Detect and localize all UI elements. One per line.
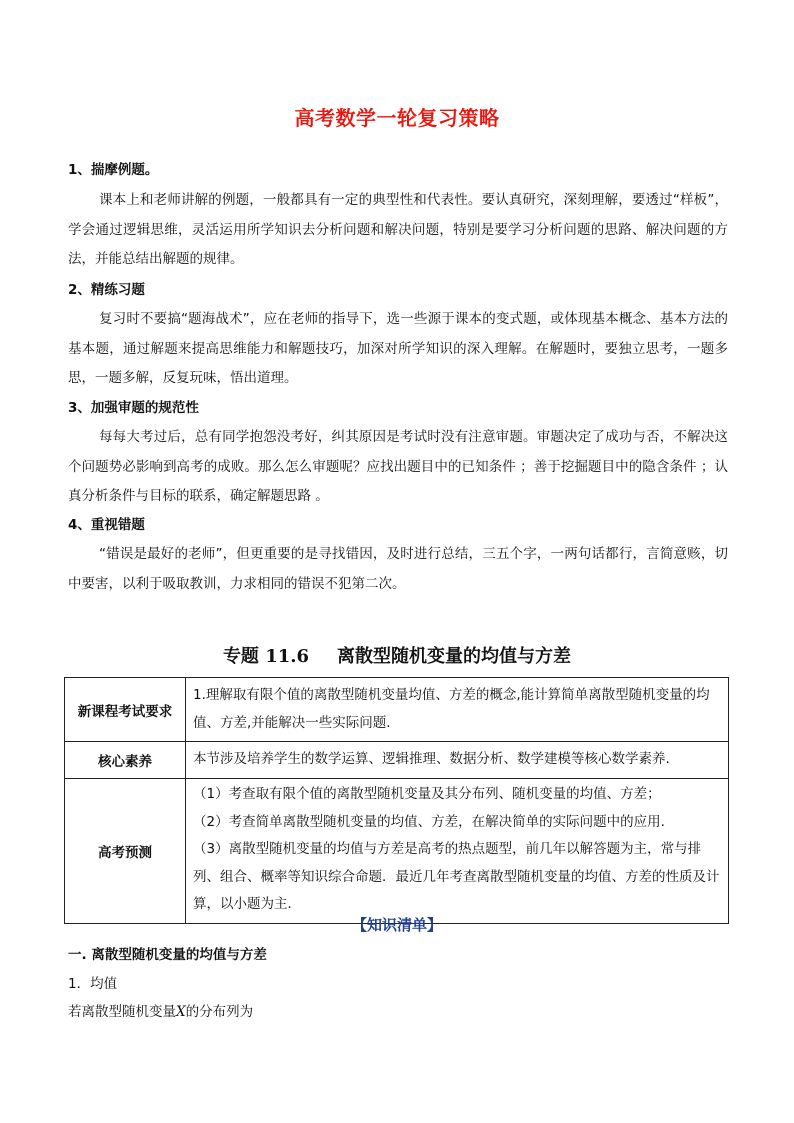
row-content: 1.理解取有限个值的离散型随机变量均值、方差的概念,能计算简单离散型随机变量的均值、方差,并能解决一些实际问题. — [186, 678, 729, 742]
topic-title — [0, 644, 794, 670]
section-4-paragraph: “错误是最好的老师”，但更重要的是寻找错因，及时进行总结，三五个字，一两句话都行，言简意赅，切中要害，以利于吸取教训，力求相同的错误不犯第二次。 — [68, 546, 728, 592]
knowledge-item: 1．均值 — [68, 976, 118, 992]
section-3-paragraph: 每每大考过后，总有同学抱怨没考好，纠其原因是考试时没有注意审题。审题决定了成功与否，不解决这个问题势必影响到高考的成败。那么怎么审题呢？应找出题目中的已知条件 ；善于挖掘题目中的隐含条件 ；认真分析条件与目标的联系，确定解题思路 。 — [68, 429, 728, 504]
row-label: 高考预测 — [65, 779, 186, 924]
topic-number: 专题 11.6 — [222, 646, 310, 667]
knowledge-heading: 一. 离散型随机变量的均值与方差 — [68, 947, 267, 963]
topic-name: 离散型随机变量的均值与方差 — [337, 646, 572, 667]
knowledge-sentence — [68, 1002, 253, 1022]
sentence-end: 的分布列为 — [185, 1004, 254, 1020]
prediction-item: （3）离散型随机变量的均值与方差是高考的热点题型，前几年以解答题为主，常与排列、组合、概率等知识综合命题．最近几年考查离散型随机变量的均值、方差的性质及计算，以小题为主． — [193, 841, 720, 912]
variable-x: X — [176, 1004, 186, 1020]
section-1-heading: 1、揣摩例题。 — [68, 162, 159, 178]
page-title: 高考数学一轮复习策略 — [294, 106, 500, 130]
row-content: 本节涉及培养学生的数学运算、逻辑推理、数据分析、数学建模等核心数学素养. — [186, 742, 729, 779]
table-row — [65, 742, 729, 779]
prediction-item: （1）考查取有限个值的离散型随机变量及其分布列、随机变量的均值、方差； — [193, 786, 661, 802]
row-label: 新课程考试要求 — [65, 678, 186, 742]
table-row — [65, 779, 729, 924]
table-row — [65, 678, 729, 742]
requirements-table — [64, 677, 729, 924]
section-4-heading: 4、重视错题 — [68, 517, 145, 533]
sentence-start: 若离散型随机变量 — [68, 1004, 176, 1020]
section-2-heading: 2、精练习题 — [68, 282, 145, 298]
row-content — [186, 779, 729, 924]
section-2-paragraph: 复习时不要搞“题海战术”，应在老师的指导下，选一些源于课本的变式题，或体现基本概念、基本方法的基本题，通过解题来提高思维能力和解题技巧，加深对所学知识的深入理解。在解题时，要独立思考，一题多思，一题多解，反复玩味，悟出道理。 — [68, 311, 728, 386]
row-label: 核心素养 — [65, 742, 186, 779]
section-3-heading: 3、加强审题的规范性 — [68, 400, 199, 416]
prediction-item: （2）考查简单离散型随机变量的均值、方差，在解决简单的实际问题中的应用. — [193, 813, 665, 830]
section-1-paragraph: 课本上和老师讲解的例题，一般都具有一定的典型性和代表性。要认真研究，深刻理解，要透过“样板”，学会通过逻辑思维，灵活运用所学知识去分析问题和解决问题，特别是要学习分析问题的思路、解决问题的方法，并能总结出解题的规律。 — [68, 192, 728, 267]
knowledge-checklist-title: 【知识清单】 — [351, 916, 442, 934]
